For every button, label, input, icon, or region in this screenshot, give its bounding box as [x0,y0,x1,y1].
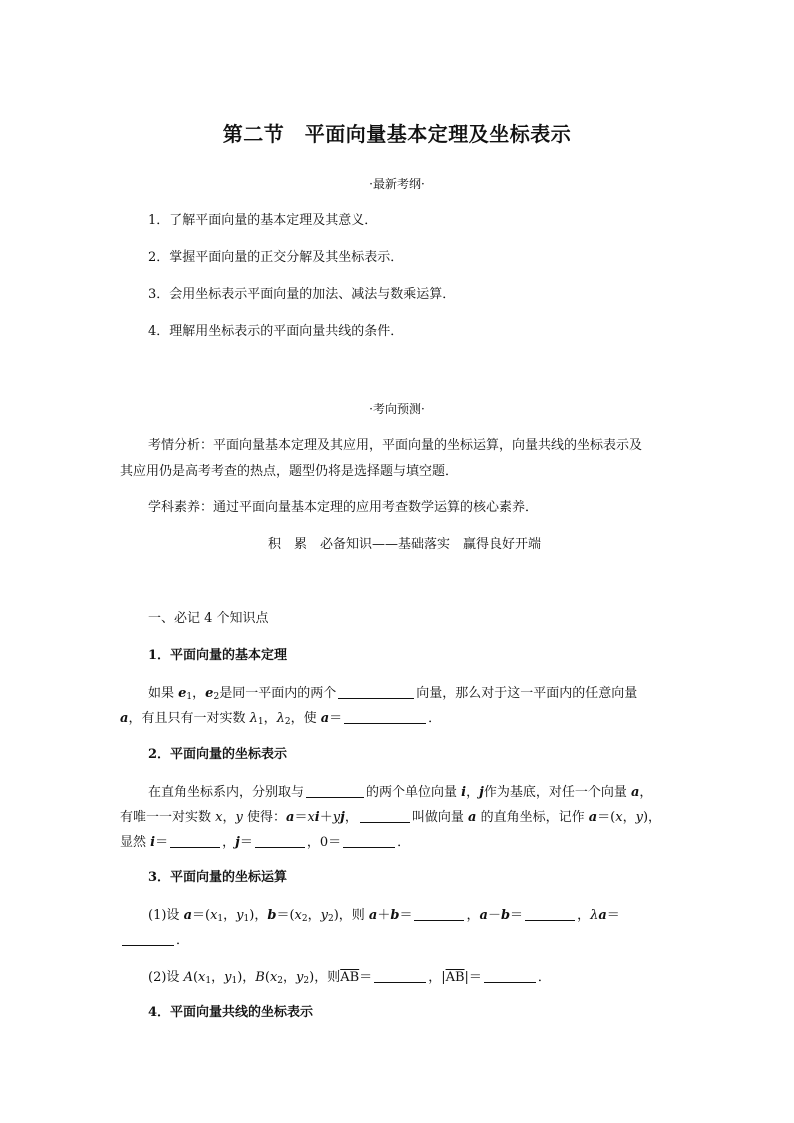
k3-line2: ． [120,933,189,947]
syllabus-item: 4．理解用坐标表示的平面向量共线的条件． [148,324,404,339]
section-heading: 一、必记 4 个知识点 [148,611,269,626]
knowledge-point-title: 4．平面向量共线的坐标表示 [148,1005,314,1020]
knowledge-point-title: 2．平面向量的坐标表示 [148,747,288,762]
forecast-analysis-line1: 考情分析：平面向量基本定理及其应用，平面向量的坐标运算，向量共线的坐标表示及 [148,438,643,453]
answer-blank[interactable] [306,785,364,798]
page-title: 第二节 平面向量基本定理及坐标表示 [222,122,572,146]
k1-line1: 如果 $e_1$，$e_2$是同一平面内的两个 向量，那么对于这一平面内的任意向量 [148,686,638,702]
answer-blank[interactable] [170,835,220,848]
forecast-analysis-line2: 其应用仍是高考考查的热点，题型仍将是选择题与填空题． [120,464,459,479]
section-banner: 积 累 必备知识——基础落实 赢得良好开端 [268,537,542,552]
answer-blank[interactable] [122,933,174,946]
forecast-literacy: 学科素养：通过平面向量基本定理的应用考查数学运算的核心素养． [148,500,539,515]
k2-line2: 有唯一一对实数 x，y 使得：a＝xi＋yj， 叫做向量 a 的直角坐标，记作 a＝(x，y)， [120,810,662,825]
answer-blank[interactable] [414,908,464,921]
answer-blank[interactable] [343,835,395,848]
syllabus-item: 1．了解平面向量的基本定理及其意义． [148,213,378,228]
answer-blank[interactable] [255,835,305,848]
k3-line1: (1)设 $a=(x_1$，$y_1$)，$b=(x_2$，$y_2$)，则 a＋b＝ ，a－b＝ ，λa＝ [148,908,620,924]
answer-blank[interactable] [525,908,575,921]
forecast-heading: ·考向预测· [369,402,425,416]
answer-blank[interactable] [360,810,410,823]
syllabus-heading: ·最新考纲· [369,177,425,191]
syllabus-item: 3．会用坐标表示平面向量的加法、减法与数乘运算． [148,287,456,302]
answer-blank[interactable] [338,686,414,699]
k2-line3: 显然 i＝ ，j＝ ，0＝ ． [120,835,411,850]
k1-line2: a，有且只有一对实数 $\lambda_1$，$\lambda_2$，使 a＝ ． [120,711,442,727]
syllabus-item: 2．掌握平面向量的正交分解及其坐标表示． [148,250,404,265]
knowledge-point-title: 1．平面向量的基本定理 [148,648,288,663]
k2-line1: 在直角坐标系内，分别取与 的两个单位向量 i，j作为基底，对任一个向量 a， [148,785,653,800]
knowledge-point-title: 3．平面向量的坐标运算 [148,870,288,885]
answer-blank[interactable] [374,970,426,983]
k3-line3: (2)设 $A(x_1$，$y_1$)，$B(x_2$，$y_2$)，则$\overline{AB}=$ ，$|\overline{AB}|=$ ． [148,970,551,986]
answer-blank[interactable] [344,711,426,724]
answer-blank[interactable] [484,970,536,983]
